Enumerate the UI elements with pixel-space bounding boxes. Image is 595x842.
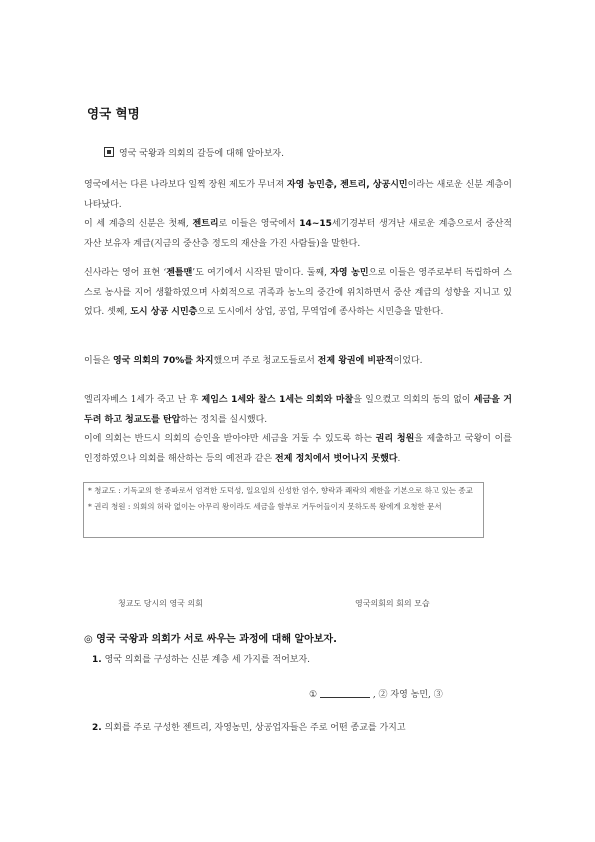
footnote-puritan: * 청교도 : 기독교의 한 종파로서 엄격한 도덕성, 일요일의 신성한 엄수, 향락과 쾌락의 제한을 기본으로 하고 있는 종교 bbox=[88, 486, 473, 495]
image-caption-right: 영국의회의 회의 모습 bbox=[355, 599, 430, 608]
paragraph-2 bbox=[84, 215, 512, 254]
key-term: 자영 농민층, 젠트리, 상공시민 bbox=[286, 180, 408, 190]
key-term: 제임스 1세와 찰스 1세는 의회와 마찰 bbox=[201, 395, 354, 405]
key-term: 권리 청원 bbox=[375, 434, 415, 444]
key-term: 젠틀맨 bbox=[166, 268, 193, 278]
paragraph-text: 로 이들은 영국에서 bbox=[218, 219, 300, 229]
key-term: 전제 정치에서 벗어나지 못했다 bbox=[275, 453, 398, 464]
key-term: 세금을 거두려 하고 청교도를 탄압 bbox=[84, 395, 512, 425]
paragraph-text: 이라는 새로운 신분 계층이 나타났다. bbox=[84, 180, 512, 210]
paragraph-text: ’도 여기에서 시작된 말이다. 둘째, bbox=[192, 268, 331, 278]
paragraph-text: 이들은 bbox=[84, 356, 113, 366]
paragraph-3 bbox=[84, 264, 512, 323]
answer-rest: , ② 자영 농민, ③ bbox=[372, 690, 443, 700]
key-term: 젠트리 bbox=[192, 219, 219, 229]
answer-marker: ① bbox=[309, 690, 318, 700]
footnote-box bbox=[83, 482, 484, 538]
image-caption-left: 청교도 당시의 영국 의회 bbox=[118, 599, 203, 608]
page-title: 영국 혁명 bbox=[87, 106, 140, 121]
footnote-petition: * 권리 청원 : 의회의 허락 없이는 아무리 왕이라도 세금을 함부로 거두어들이지 못하도록 왕에게 요청한 문서 bbox=[88, 502, 442, 511]
checkbox-square-icon bbox=[104, 147, 114, 157]
paragraph-text: 영국에서는 다른 나라보다 일찍 장원 제도가 무너져 bbox=[84, 180, 287, 190]
answer-blank[interactable] bbox=[320, 688, 370, 698]
paragraph-text: 이에 의회는 반드시 의회의 승인을 받아야만 세금을 거둘 수 있도록 하는 bbox=[84, 434, 376, 444]
paragraph-text: 을 일으켰고 의회의 동의 없이 bbox=[353, 395, 474, 405]
paragraph-text: 엘리자베스 1세가 죽고 난 후 bbox=[84, 395, 202, 405]
paragraph-text: 했으며 주로 청교도들로서 bbox=[213, 356, 318, 366]
question-number: 2. bbox=[92, 723, 102, 733]
paragraph-text: 을 제출하고 국왕이 이를 인정하였으나 의회를 해산하는 등의 예전과 같은 bbox=[84, 434, 512, 464]
paragraph-text: 세기경부터 생겨난 새로운 계층으로서 중산적 자산 보유자 계급(지금의 중산층 정도의 재산을 가진 사람들)을 말한다. bbox=[84, 219, 512, 249]
key-term: 영국 의회의 70%를 차지 bbox=[112, 356, 214, 366]
key-term: 전제 왕권에 비판적 bbox=[317, 356, 394, 366]
paragraph-text: 이 세 계층의 신분은 첫째, bbox=[84, 219, 193, 229]
paragraph-6 bbox=[84, 430, 512, 469]
paragraph-text: . bbox=[397, 453, 401, 464]
paragraph-text: 으로 이들은 영주로부터 독립하여 스스로 농사를 지어 생활하였으며 사회적으로 귀족과 농노의 중간에 위치하면서 중산 계급의 성향을 지니고 있었다. 셋째, bbox=[84, 268, 512, 317]
question-number: 1. bbox=[92, 655, 102, 665]
paragraph-text: 신사라는 영어 표현 ‘ bbox=[84, 268, 167, 278]
key-term: 도시 상공 시민층 bbox=[130, 307, 198, 317]
learning-objective bbox=[104, 146, 284, 159]
question-1 bbox=[92, 652, 310, 665]
section-heading: ◎ 영국 국왕과 의회가 서로 싸우는 과정에 대해 알아보자. bbox=[84, 634, 337, 645]
paragraph-text: 으로 도시에서 상업, 공업, 무역업에 종사하는 시민층을 말한다. bbox=[197, 307, 444, 317]
key-term: 14~15 bbox=[299, 219, 332, 229]
paragraph-1 bbox=[84, 176, 512, 215]
question-2 bbox=[92, 720, 512, 733]
paragraph-text: 이었다. bbox=[393, 356, 423, 366]
question-text: 의회를 주로 구성한 젠트리, 자영농민, 상공업자들은 주로 어떤 종교를 가지고 bbox=[104, 723, 406, 733]
question-1-answer bbox=[309, 687, 443, 700]
question-text: 영국 의회를 구성하는 신분 계층 세 가지를 적어보자. bbox=[104, 655, 311, 665]
key-term: 자영 농민 bbox=[330, 268, 369, 278]
paragraph-text: 하는 정치를 실시했다. bbox=[180, 414, 268, 425]
paragraph-5 bbox=[84, 391, 512, 430]
objective-text: 영국 국왕과 의회의 갈등에 대해 알아보자. bbox=[119, 149, 284, 159]
paragraph-4 bbox=[84, 352, 512, 372]
